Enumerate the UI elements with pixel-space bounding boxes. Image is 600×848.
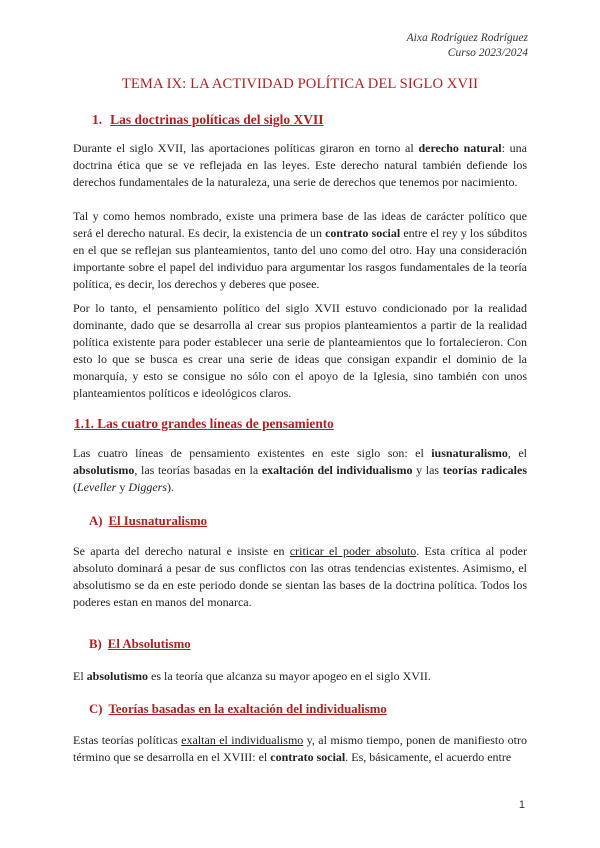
section-number: 1. bbox=[92, 112, 103, 127]
subheading-b: B) El Absolutismo bbox=[89, 637, 191, 651]
paragraph-4: Las cuatro líneas de pensamiento existentes en este siglo son: el iusnaturalismo, el absolutismo, las teorías basadas en la exaltación del individualismo y las teorías radicales (Leveller y Diggers). bbox=[73, 446, 527, 494]
subheading-a: A) El Iusnaturalismo bbox=[89, 514, 208, 528]
author-name: Aixa Rodríguez Rodríguez bbox=[406, 32, 528, 44]
paragraph-6: El absolutismo es la teoría que alcanza su mayor apogeo en el siglo XVII. bbox=[73, 669, 431, 683]
section-title: Las doctrinas políticas del siglo XVII bbox=[110, 112, 324, 127]
paragraph-5: Se aparta del derecho natural e insiste en criticar el poder absoluto. Esta crítica al poder absoluto dominará a pesar de sus conflictos con las otras tendencias existentes. Asimismo, el absolutismo se da en este periodo donde se sientan las bases de la doctrina política. Todos los poderes estan en manos del monarca. bbox=[73, 544, 527, 609]
underlined-phrase: criticar el poder absoluto bbox=[289, 544, 417, 558]
document-title: TEMA IX: LA ACTIVIDAD POLÍTICA DEL SIGLO XVII bbox=[121, 76, 479, 92]
page-number: 1 bbox=[518, 799, 525, 811]
paragraph-3: Por lo tanto, el pensamiento político del siglo XVII estuvo condicionado por la realidad dominante, dado que se desarrolla al crear sus propios planteamientos a partir de la realidad política existente para poder establecer una serie de planteamientos que lo fortalecieron. Con esto lo que se busca es crear una serie de ideas que consigan expandir el dominio de la monarquía, y esto se consigue no sólo con el apoyo de la Iglesia, sino también con unos planteamientos políticos e ideológicos claros. bbox=[73, 301, 527, 400]
course-year: Curso 2023/2024 bbox=[447, 47, 528, 59]
subsection-heading-1-1: 1.1. Las cuatro grandes líneas de pensamiento bbox=[74, 416, 334, 431]
paragraph-7: Estas teorías políticas exaltan el individualismo y, al mismo tiempo, ponen de manifiesto otro término que se desarrolla en el XVIII: el contrato social. Es, básicamente, el acuerdo entre bbox=[73, 733, 527, 764]
term-contrato-social: contrato social bbox=[325, 226, 401, 240]
page-header bbox=[407, 31, 528, 61]
section-heading-1 bbox=[92, 112, 324, 128]
term-derecho-natural: derecho natural bbox=[418, 141, 502, 155]
paragraph-1: Durante el siglo XVII, las aportaciones políticas giraron en torno al derecho natural: una doctrina ética que se ve reflejada en las leyes. Este derecho natural también defiende los derechos fundamentales de la naturaleza, una serie de derechos que tenemos por nacimiento. bbox=[73, 141, 527, 189]
paragraph-2: Tal y como hemos nombrado, existe una primera base de las ideas de carácter político que será el derecho natural. Es decir, la existencia de un contrato social entre el rey y los súbditos en el que se reflejan sus planteamientos, tanto del uno como del otro. Hay una consideración importante sobre el papel del individuo para argumentar los rasgos fundamentales de la teoría política, es decir, los derechos y deberes que posee. bbox=[73, 209, 528, 291]
subheading-c: C) Teorías basadas en la exaltación del individualismo bbox=[89, 702, 387, 716]
